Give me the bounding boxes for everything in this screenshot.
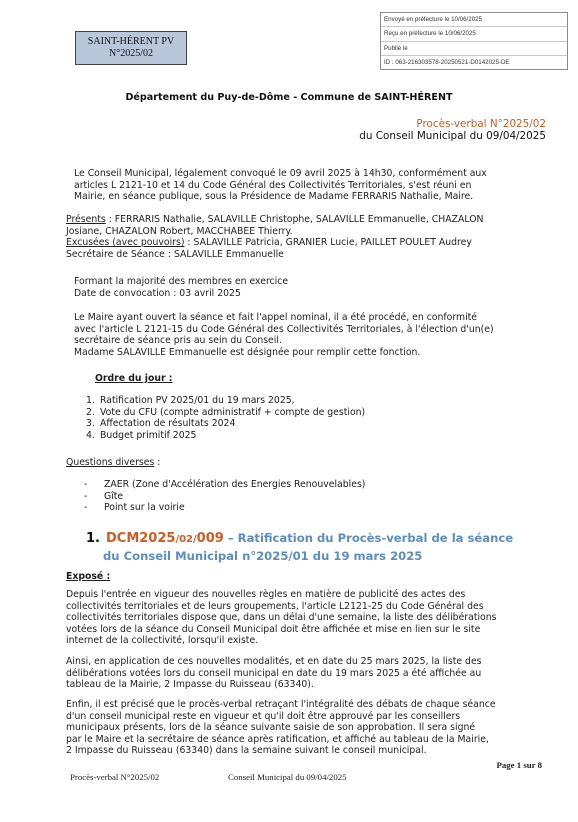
expose-heading: Exposé : [66,571,111,582]
appel-line: Le Maire ayant ouvert la séance et fait l'appel nominal, il a été procédé, en conformité [74,312,478,323]
questions-heading: Questions diverses : [66,457,161,468]
agenda-item: 3. Affectation de résultats 2024 [86,418,236,430]
dcm-ref-middle: /02/ [175,534,197,545]
pv-title: Procès-verbal N°2025/02 [416,118,546,130]
appel-line: Madame SALAVILLE Emmanuelle est désignée pour remplir cette fonction. [74,346,421,358]
appel-line: secrétaire de séance pris au sein du Conseil. [74,335,282,347]
pv-label-box [75,31,187,65]
secretary-line: Secrétaire de Séance : SALAVILLE Emmanuelle [66,248,284,260]
stamp-received: Reçu en préfecture le 10/06/2025 [381,27,567,41]
stamp-id: ID : 063-216303578-20250521-D0142025-DE [384,59,510,67]
deliberation-title-line2: du Conseil Municipal n°2025/01 du 19 mars 2025 [103,549,423,563]
expose-paragraph-3: Enfin, il est précisé que le procès-verbal retraçant l'intégralité des débats de chaque séance d'un conseil municipal reste en vigueur et qu'il doit être approuvé par les conseillers municipaux présents, lors de la séance suivante saisie de son approbation. Il sera signé par le Maire et la secrétaire de séance après ratification, et affiché au tableau de la Mairie, 2 Impasse du Ruisseau (63340) dans la semaine suivant le conseil municipal. [66,699,496,757]
council-title: du Conseil Municipal du 09/04/2025 [359,130,546,142]
presents-names-cont: Josiane, CHAZALON Robert, MACCHABEE Thierry. [66,225,293,237]
question-item: - ZAER (Zone d'Accélération des Energies Renouvelables) [84,479,366,490]
prefecture-stamp [380,12,568,70]
expose-paragraph-2: Ainsi, en application de ces nouvelles modalités, et en date du 25 mars 2025, la liste des délibérations votées lors du conseil municipal en date du 19 mars 2025 a été affichée au tableau de la Mairie, 2 Impasse du Ruisseau (63340). [66,656,482,691]
page-number: Page 1 sur 8 [496,760,542,770]
intro-line: Le Conseil Municipal, légalement convoqué le 09 avril 2025 à 14h30, conformément aux [74,168,487,179]
dcm-ref: DCM2025 [105,531,176,546]
agenda-list [86,395,546,441]
convocation-date: Date de convocation : 03 avril 2025 [74,287,241,299]
appel-paragraph [74,312,554,358]
agenda-item: 1. Ratification PV 2025/01 du 19 mars 2025, [86,395,295,406]
excused-label: Excusées (avec pouvoirs) [66,237,185,249]
deliberation-title-line1: – Ratification du Procès-verbal de la séance [223,531,514,545]
footer-pv-ref: Procès-verbal N°2025/02 [70,772,160,782]
department-heading: Département du Puy-de-Dôme - Commune de SAINT-HÉRENT [125,92,453,103]
presents-line [66,214,556,226]
deliberation-number: 1. [86,531,100,546]
agenda-item: 4. Budget primitif 2025 [86,429,197,441]
question-item: - Point sur la voirie [84,502,185,514]
footer-council-date: Conseil Municipal du 09/04/2025 [228,772,347,782]
attendance-block [66,214,556,260]
intro-line: articles L 2121-10 et 14 du Code Général des Collectivités Territoriales, s'est réuni en [74,179,472,191]
excused-names: : SALAVILLE Patricia, GRANIER Lucie, PAILLET POULET Audrey [184,237,472,249]
pv-label-commune: SAINT-HÉRENT PV [87,36,175,47]
questions-list [84,479,544,514]
intro-paragraph [74,168,554,203]
intro-line: Mairie, en séance publique, sous la Présidence de Madame FERRARIS Nathalie, Maire. [74,191,474,203]
quorum-line: Formant la majorité des membres en exercice [74,276,289,287]
expose-paragraph-1: Depuis l'entrée en vigueur des nouvelles règles en matière de publicité des actes des collectivités territoriales et de leurs groupements, l'article L2121-25 du Code Général des collectivités territoriales dispose que, dans un délai d'une semaine, la liste des délibérations votées lors de la séance du Conseil Municipal doit être affichée et mise en lien sur le site internet de la collectivité, lorsqu'il existe. [66,589,497,647]
appel-line: avec l'article L 2121-15 du Code Général des Collectivités Territoriales, à l'élection d'un(e) [74,323,494,335]
question-item: - Gîte [84,490,124,502]
quorum-block [74,276,554,299]
stamp-sent: Envoyé en préfecture le 10/06/2025 [381,13,567,27]
presents-label: Présents [66,214,106,225]
dcm-ref-end: 009 [196,531,224,546]
stamp-published: Publié le [381,42,567,56]
agenda-heading: Ordre du jour : [95,373,173,384]
presents-names: : FERRARIS Nathalie, SALAVILLE Christophe, SALAVILLE Emmanuelle, CHAZALON [105,214,484,225]
deliberation-title [86,529,556,564]
agenda-item: 2. Vote du CFU (compte administratif + compte de gestion) [86,406,366,418]
pv-label-number: N°2025/02 [109,48,153,59]
excused-line [66,237,556,249]
